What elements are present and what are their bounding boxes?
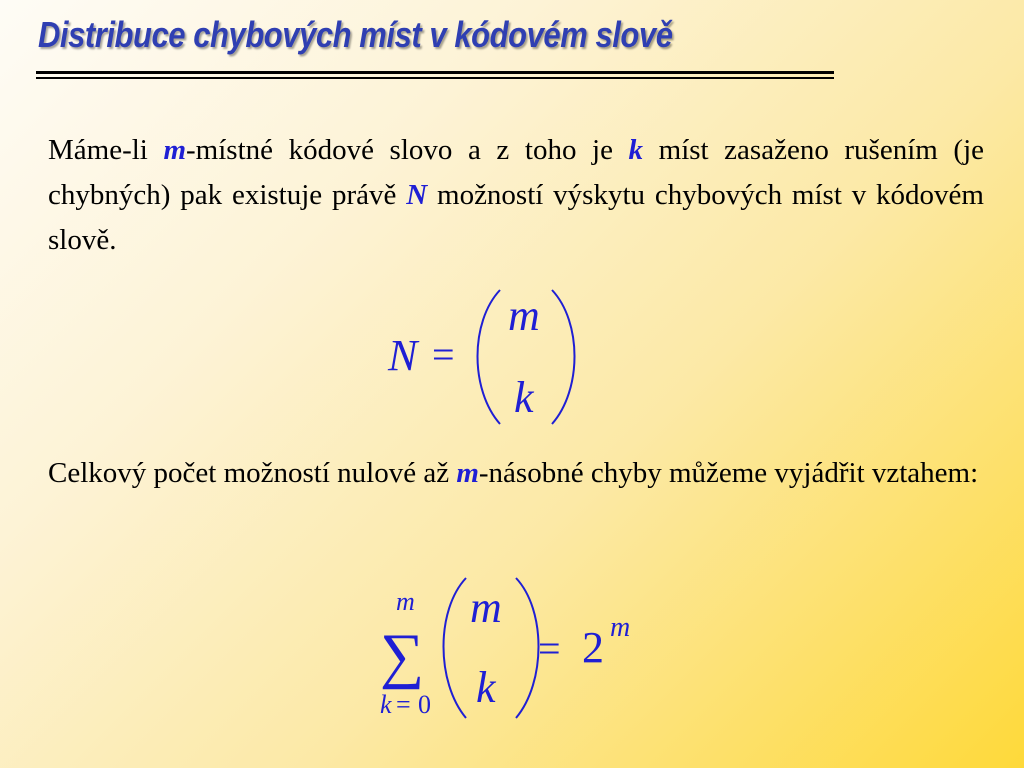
sum-symbol: ∑ xyxy=(380,622,425,690)
formula1-bottom: k xyxy=(514,373,534,422)
sum-lower-eq: = xyxy=(396,690,411,719)
formula2-left-paren xyxy=(444,578,467,718)
formula2-top: m xyxy=(470,583,502,632)
variable-m: m xyxy=(456,457,479,489)
paragraph-total xyxy=(48,451,984,496)
formula2-right-paren xyxy=(516,578,539,718)
formula1-right-paren xyxy=(552,290,575,424)
sum-lower-val: 0 xyxy=(418,690,431,719)
formula2-exponent: m xyxy=(610,612,631,643)
paragraph1-text-1: Máme-li xyxy=(48,134,164,166)
formula-sum xyxy=(370,570,660,730)
slide-title: Distribuce chybových míst v kódovém slově xyxy=(38,14,673,55)
paragraph2-text-2: -násobné chyby můžeme vyjádřit vztahem: xyxy=(478,457,979,489)
formula1-left-paren xyxy=(478,290,501,424)
formula1-top: m xyxy=(508,291,540,340)
formula1-equals: = xyxy=(432,332,455,377)
sum-lower-var: k xyxy=(380,690,392,719)
formula-binomial xyxy=(380,282,590,432)
formula2-base: 2 xyxy=(582,623,604,672)
formula1-lhs: N xyxy=(388,331,418,380)
paragraph1-text-4: možností výskytu chybových míst v kódovém slově. xyxy=(48,179,984,256)
paragraph-definition xyxy=(48,128,984,263)
formula2-bottom: k xyxy=(476,663,496,712)
title-underline-thin xyxy=(36,77,834,79)
paragraph1-text-2: -místné kódové slovo a z toho je xyxy=(186,134,629,166)
variable-k: k xyxy=(628,134,644,166)
sum-upper-limit: m xyxy=(396,587,415,616)
paragraph2-text-1: Celkový počet možností nulové až xyxy=(48,457,457,489)
paragraph1-text-3: míst zasaženo rušením (je chybných) pak existuje právě xyxy=(48,134,985,211)
formula2-equals: = xyxy=(538,626,561,671)
variable-N: N xyxy=(406,179,428,211)
variable-m: m xyxy=(163,134,187,166)
title-underline-thick xyxy=(36,71,834,74)
